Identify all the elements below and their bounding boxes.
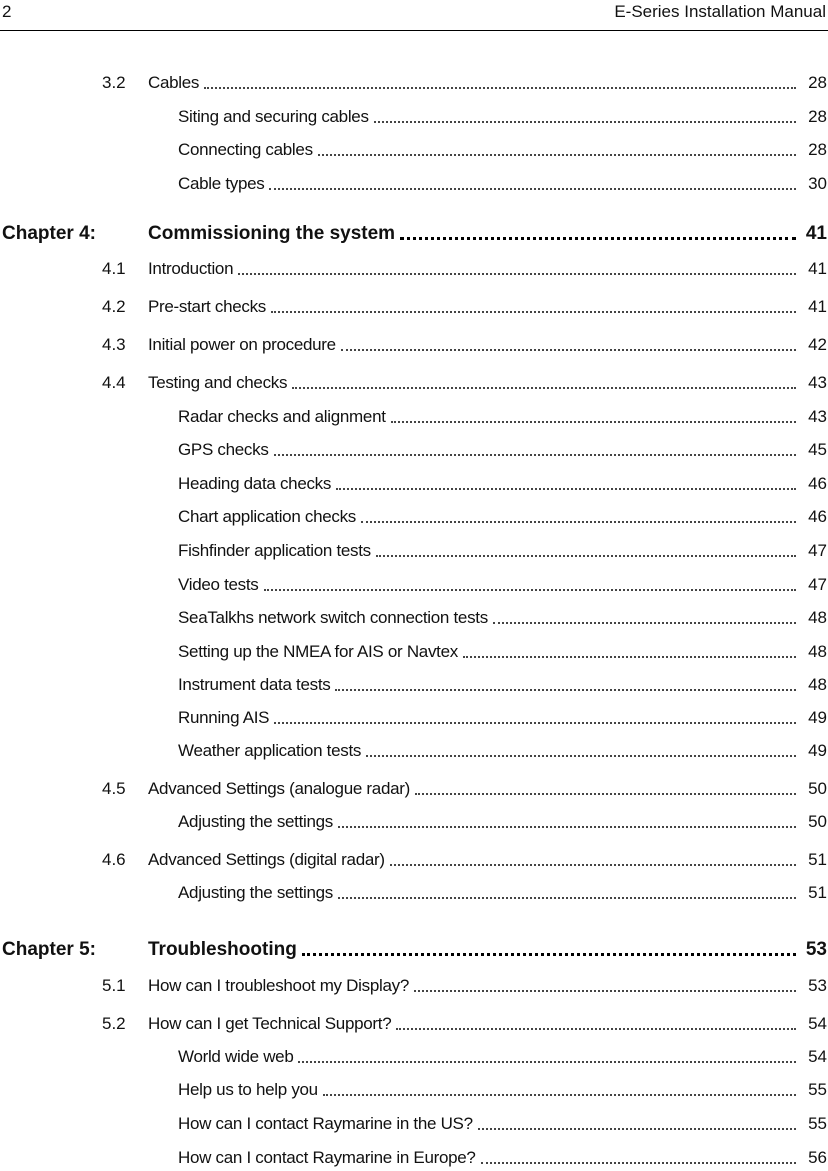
document-title: E-Series Installation Manual [614, 2, 826, 21]
entry-title: Advanced Settings (digital radar) [148, 850, 385, 869]
page-reference: 28 [808, 107, 827, 126]
page-reference: 54 [808, 1047, 827, 1066]
page-reference: 48 [808, 675, 827, 694]
dot-leader [478, 1128, 796, 1130]
entry-title: Commissioning the system [148, 223, 396, 244]
toc-line [178, 439, 799, 461]
dot-leader [361, 521, 796, 523]
toc-entry[interactable] [0, 72, 828, 96]
page-reference: 49 [808, 741, 827, 760]
dot-leader [336, 488, 796, 490]
toc-entry[interactable] [0, 975, 828, 999]
entry-title: Cable types [178, 174, 265, 193]
toc-entry[interactable] [0, 811, 828, 835]
section-number: 5.1 [102, 976, 126, 995]
chapter-number: Chapter 5: [2, 939, 96, 960]
toc-entry[interactable] [0, 406, 828, 430]
dot-leader [204, 87, 796, 89]
entry-title: World wide web [178, 1047, 294, 1066]
dot-leader [274, 454, 796, 456]
toc-entry[interactable] [0, 1113, 828, 1137]
toc-line [178, 740, 799, 762]
entry-title: How can I get Technical Support? [148, 1014, 392, 1033]
page-reference: 49 [808, 708, 827, 727]
toc-line [178, 882, 799, 904]
page-reference: 50 [808, 779, 827, 798]
page-reference: 54 [808, 1014, 827, 1033]
entry-title: SeaTalkhs network switch connection tests [178, 608, 488, 627]
dot-leader [298, 1061, 796, 1063]
section-number: 4.5 [102, 779, 126, 798]
toc-line [178, 1147, 799, 1169]
toc-entry[interactable] [0, 139, 828, 163]
section-number: 4.2 [102, 297, 126, 316]
toc-line [148, 1013, 799, 1035]
toc-line [148, 296, 799, 318]
page-reference: 41 [808, 297, 827, 316]
toc-entry[interactable] [0, 506, 828, 530]
page-reference: 41 [805, 223, 827, 244]
toc-line [148, 849, 799, 871]
page-reference: 43 [808, 407, 827, 426]
toc-line [178, 540, 799, 562]
toc-entry[interactable] [0, 473, 828, 497]
entry-title: Running AIS [178, 708, 270, 727]
page-reference: 51 [808, 883, 827, 902]
dot-leader [323, 1094, 796, 1096]
toc-entry[interactable] [0, 740, 828, 764]
toc-line [178, 473, 799, 495]
entry-title: Pre-start checks [148, 297, 267, 316]
section-number: 4.4 [102, 373, 126, 392]
entry-title: Cables [148, 73, 200, 92]
section-number: 4.3 [102, 335, 126, 354]
toc-line [178, 506, 799, 528]
page-reference: 41 [808, 259, 827, 278]
toc-entry[interactable] [0, 1079, 828, 1103]
page-reference: 48 [808, 608, 827, 627]
dot-leader [292, 387, 796, 389]
page-reference: 43 [808, 373, 827, 392]
page-reference: 28 [808, 140, 827, 159]
entry-title: How can I contact Raymarine in the US? [178, 1114, 473, 1133]
dot-leader [376, 555, 796, 557]
entry-title: Initial power on procedure [148, 335, 336, 354]
entry-title: Fishfinder application tests [178, 541, 371, 560]
page-reference: 51 [808, 850, 827, 869]
toc-entry[interactable] [0, 1046, 828, 1070]
toc-entry[interactable] [0, 334, 828, 358]
dot-leader [271, 311, 796, 313]
page-reference: 55 [808, 1114, 827, 1133]
entry-title: How can I contact Raymarine in Europe? [178, 1148, 476, 1167]
dot-leader [338, 826, 796, 828]
entry-title: Setting up the NMEA for AIS or Navtex [178, 642, 458, 661]
toc-entry[interactable] [0, 540, 828, 564]
dot-leader [414, 990, 796, 992]
dot-leader [366, 755, 796, 757]
entry-title: Introduction [148, 259, 234, 278]
toc-entry[interactable] [0, 296, 828, 320]
toc-line [148, 975, 799, 997]
page-reference: 42 [808, 335, 827, 354]
entry-title: Troubleshooting [148, 939, 297, 960]
dot-leader [269, 188, 796, 190]
toc-entry[interactable] [0, 1147, 828, 1171]
page-reference: 53 [805, 939, 827, 960]
dot-leader [400, 237, 796, 240]
entry-title: GPS checks [178, 440, 269, 459]
toc-entry[interactable] [0, 778, 828, 802]
entry-title: Adjusting the settings [178, 812, 333, 831]
toc-line [148, 72, 799, 94]
page-reference: 56 [808, 1148, 827, 1167]
toc-line [178, 406, 799, 428]
dot-leader [318, 154, 796, 156]
page-reference: 48 [808, 642, 827, 661]
dot-leader [390, 864, 796, 866]
toc-line [178, 1046, 799, 1068]
toc-line [178, 607, 799, 629]
page-reference: 46 [808, 474, 827, 493]
entry-title: Radar checks and alignment [178, 407, 386, 426]
dot-leader [335, 689, 796, 691]
toc-chapter-entry[interactable] [0, 223, 828, 247]
toc-entry[interactable] [0, 173, 828, 197]
toc-line [178, 674, 799, 696]
toc-line [148, 372, 799, 394]
entry-title: Chart application checks [178, 507, 357, 526]
toc-entry[interactable] [0, 439, 828, 463]
toc-entry[interactable] [0, 372, 828, 396]
section-number: 5.2 [102, 1014, 126, 1033]
page-number: 2 [2, 2, 12, 21]
entry-title: How can I troubleshoot my Display? [148, 976, 409, 995]
chapter-number: Chapter 4: [2, 223, 96, 244]
toc-line [178, 173, 799, 195]
dot-leader [264, 589, 797, 591]
entry-title: Connecting cables [178, 140, 313, 159]
toc-entry[interactable] [0, 106, 828, 130]
toc-line [148, 223, 799, 245]
dot-leader [341, 349, 796, 351]
entry-title: Help us to help you [178, 1080, 318, 1099]
dot-leader [415, 793, 796, 795]
entry-title: Adjusting the settings [178, 883, 333, 902]
entry-title: Weather application tests [178, 741, 362, 760]
toc-line [178, 1079, 799, 1101]
page-reference: 30 [808, 174, 827, 193]
page-reference: 28 [808, 73, 827, 92]
toc-line [178, 1113, 799, 1135]
section-number: 4.1 [102, 259, 126, 278]
toc-line [178, 811, 799, 833]
page-reference: 46 [808, 507, 827, 526]
toc-entry[interactable] [0, 641, 828, 665]
toc-chapter-entry[interactable] [0, 939, 828, 963]
dot-leader [396, 1028, 796, 1030]
entry-title: Testing and checks [148, 373, 288, 392]
page-reference: 53 [808, 976, 827, 995]
entry-title: Heading data checks [178, 474, 332, 493]
toc-entry[interactable] [0, 607, 828, 631]
section-number: 4.6 [102, 850, 126, 869]
page-reference: 45 [808, 440, 827, 459]
entry-title: Siting and securing cables [178, 107, 369, 126]
entry-title: Video tests [178, 575, 259, 594]
toc-line [178, 707, 799, 729]
toc-line [148, 778, 799, 800]
dot-leader [463, 656, 796, 658]
dot-leader [481, 1162, 796, 1164]
toc-entry[interactable] [0, 574, 828, 598]
section-number: 3.2 [102, 73, 126, 92]
dot-leader [302, 953, 796, 956]
toc-entry[interactable] [0, 258, 828, 282]
toc-entry[interactable] [0, 674, 828, 698]
page-reference: 50 [808, 812, 827, 831]
toc-entry[interactable] [0, 1013, 828, 1037]
entry-title: Advanced Settings (analogue radar) [148, 779, 410, 798]
toc-line [178, 641, 799, 663]
dot-leader [238, 273, 796, 275]
toc-line [148, 258, 799, 280]
dot-leader [374, 121, 796, 123]
toc-line [178, 139, 799, 161]
toc-entry[interactable] [0, 882, 828, 906]
page-reference: 47 [808, 575, 827, 594]
page-reference: 47 [808, 541, 827, 560]
dot-leader [391, 421, 796, 423]
entry-title: Instrument data tests [178, 675, 331, 694]
toc-line [148, 939, 799, 961]
dot-leader [493, 622, 796, 624]
toc-line [178, 574, 799, 596]
toc-line [178, 106, 799, 128]
dot-leader [338, 897, 796, 899]
dot-leader [274, 722, 796, 724]
toc-entry[interactable] [0, 707, 828, 731]
toc-line [148, 334, 799, 356]
toc-entry[interactable] [0, 849, 828, 873]
page-reference: 55 [808, 1080, 827, 1099]
